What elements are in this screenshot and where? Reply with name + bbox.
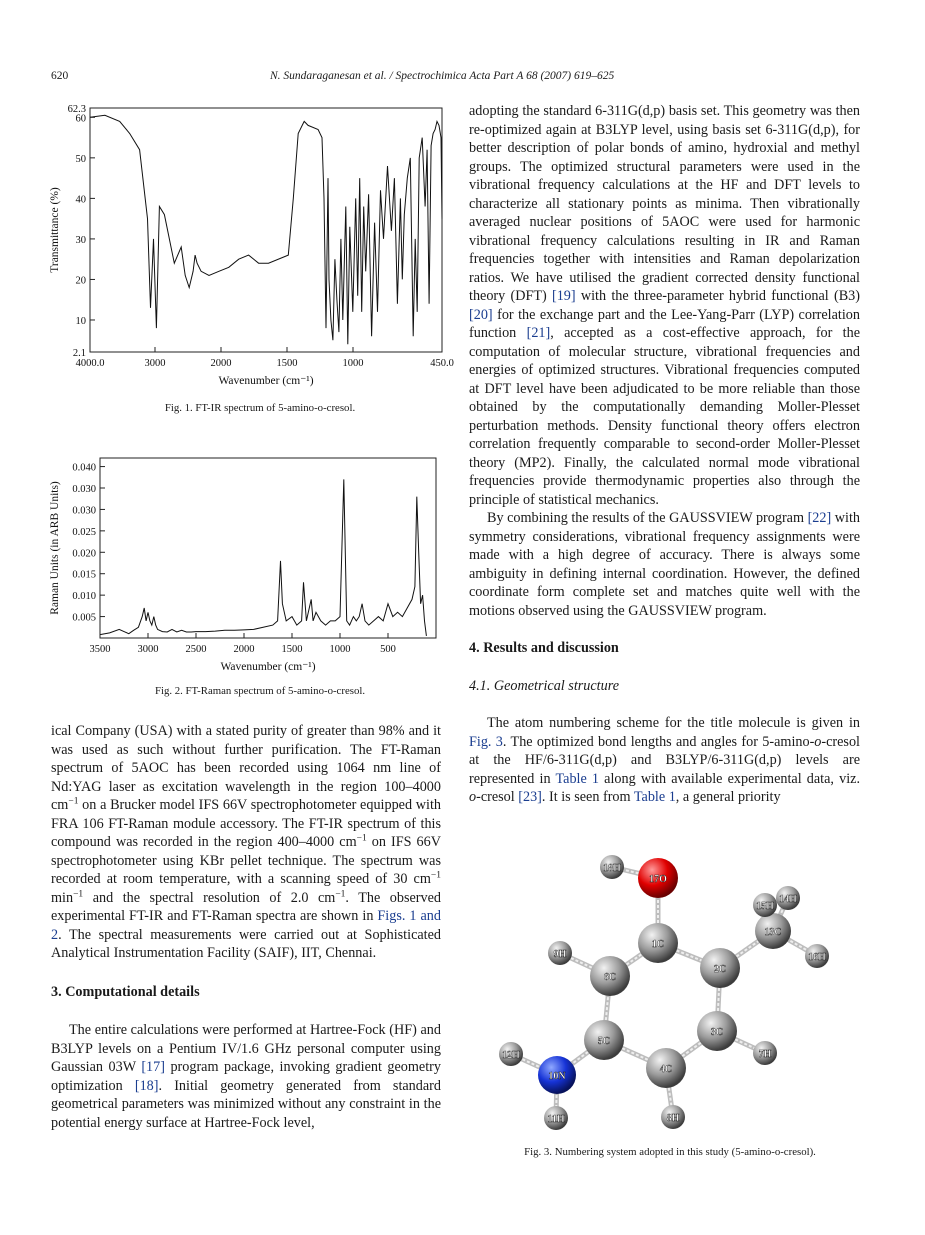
fig2-y-tick-label: 0.010: [72, 591, 96, 603]
fig2-y-tick-label: 0.020: [72, 548, 96, 560]
reference-link[interactable]: Fig. 3: [469, 733, 503, 750]
fig1-y-tick-label: 60: [75, 113, 86, 125]
text-run: . The optimized bond lengths and angles for 5-amino-: [502, 733, 815, 750]
fig2-caption: Fig. 2. FT-Raman spectrum of 5-amino-o-cresol.: [154, 685, 366, 697]
text-run: -cresol at the HF/6-311G(d,p) and B3LYP/6-311G(d,p) levels are represented in: [469, 733, 860, 787]
text-run: with the three-parameter hybrid functional (B3): [575, 288, 860, 304]
fig1-x-tick-label: 2000: [210, 358, 232, 369]
fig1-y-tick-label: 50: [75, 153, 86, 165]
fig2-y-tick-label: 0.030: [72, 505, 96, 517]
atom-label: 18H: [603, 863, 621, 874]
text-run: on IFS 66V spectrophotometer using KBr pellet technique. The spectrum was recorded at room temperature, with a scanning speed of 30 cm: [51, 834, 441, 887]
text-run: on a Brucker model IFS 66V spectrophotometer equipped with FRA 106 FT-Raman module accessory. The FT-IR spectrum of this compound was recorded in the region 400–4000 cm: [51, 797, 441, 850]
text-run: -cresol: [476, 789, 519, 805]
fig2-y-tick-label: 0.040: [72, 462, 96, 474]
fig2-y-tick-label: 0.015: [72, 569, 96, 581]
atom-label: 9H: [553, 949, 567, 960]
text-run: −1: [356, 833, 367, 844]
atom-label: 6C: [603, 972, 617, 983]
text-run: . Initial geometry generated from standard geometrical parameters was minimized without any constraint in the potential energy surface at Hartree-Fock level,: [51, 1077, 441, 1131]
text-run: min: [51, 889, 74, 906]
text-run: with symmetry considerations, vibrational frequency assignments were made with a high degree of accuracy. There is always some ambiguity in defining internal coordination. However, the defined coordinate form complete set and matches quite well with the motions observed using the GAUSSVIEW program.: [469, 510, 860, 619]
text-run: along with available experimental data, viz.: [599, 770, 860, 787]
atom-label: 16H: [808, 952, 826, 963]
atom-label: 3C: [710, 1027, 724, 1038]
fig3-molecule: [480, 845, 860, 1135]
text-run: and the spectral resolution of 2.0 cm: [83, 889, 336, 906]
reference-link[interactable]: [22]: [807, 510, 832, 526]
reference-link[interactable]: [17]: [141, 1059, 165, 1075]
fig1-x-axis-label: Wavenumber (cm⁻¹): [218, 375, 314, 387]
atom-label: 8H: [666, 1113, 680, 1124]
atom-label: 13C: [764, 927, 782, 938]
fig2-y-tick-label: 0.005: [72, 612, 96, 624]
text-run: By combining the results of the GAUSSVIEW program: [487, 510, 808, 526]
text-run: program package, invoking gradient geometry optimization: [51, 1059, 441, 1094]
atom-label: 2C: [713, 964, 727, 975]
atom-label: 12H: [502, 1050, 520, 1061]
text-run: , a general priority: [675, 789, 781, 805]
text-run: o: [814, 733, 822, 750]
atom-label: 7H: [758, 1049, 772, 1060]
fig1-y-tick-label: 2.1: [72, 348, 86, 359]
fig2-x-tick-label: 500: [380, 644, 396, 655]
text-run: . The spectral measurements were carried out at Sophisticated Analytical Instrumentation Facility (SAIF), IIT, Chennai.: [51, 926, 441, 961]
atom-label: 4C: [659, 1064, 673, 1075]
fig2-x-tick-label: 2500: [185, 644, 207, 655]
text-run: The entire calculations were performed at Hartree-Fock (HF) and B3LYP levels on a Pentium IV/1.6 GHz personal computer using Gaussian 03W: [51, 1022, 441, 1075]
fig1-x-tick-label: 1500: [276, 358, 298, 369]
fig3-caption: Fig. 3. Numbering system adopted in this study (5-amino-o-cresol).: [524, 1146, 816, 1158]
text-run: , accepted as a cost-effective approach, for the computation of molecular structure, vibrational frequencies and energies of optimized structures. Vibrational frequencies computed at DFT level have been adjudicated to be more reliable than those obtained by the computationally demanding Moller-Plesset perturbation methods. Density functional theory offers electron correlation frequently comparable to second-order Moller-Plesset theory (MP2). Finally, the calculated normal mode vibrational frequencies provide thermodynamic properties also through the principle of statistical mechanics.: [469, 325, 860, 508]
materials-paragraph: [51, 722, 441, 963]
fig1-y-tick-label: 30: [75, 234, 86, 246]
atom-label: 10N: [548, 1071, 566, 1082]
fig2-y-tick-label: 0.030: [72, 484, 96, 495]
text-run: o: [469, 789, 477, 805]
fig1-y-tick-label: 20: [75, 275, 86, 287]
reference-link[interactable]: [21]: [526, 325, 551, 341]
atom-label: 11H: [547, 1114, 565, 1125]
fig1-x-tick-label: 1000: [342, 358, 364, 369]
atom-label: 14H: [779, 894, 797, 905]
text-run: adopting the standard 6-311G(d,p) basis set. This geometry was then re-optimized again at B3LYP level, using basis set 6-311G(d,p), for better description of polar bonds of amino, hydroxial and methyl groups. The optimized structural parameters were used in the vibrational frequency calculations at the HF and DFT levels to characterize all stationary points as minima. Then vibrationally averaged nuclear positions of 5AOC were used for harmonic vibrational frequency calculations resulting in IR and Raman frequencies together with intensities and Raman depolarization ratios. We have utilised the gradient corrected density functional theory (DFT): [469, 103, 860, 304]
subsection-4-1-heading: 4.1. Geometrical structure: [469, 677, 619, 694]
fig1-x-tick-label: 4000.0: [75, 358, 105, 369]
fig2-x-tick-label: 1500: [281, 644, 303, 655]
right-column: [469, 102, 860, 807]
fig1-x-tick-label: 450.0: [430, 358, 454, 369]
fig2-x-axis-label: Wavenumber (cm⁻¹): [220, 661, 316, 673]
gaussview-paragraph: [469, 509, 860, 620]
text-run: The atom numbering scheme for the title molecule is given in: [487, 715, 860, 731]
fig2-y-axis-label: Raman Units (in ARB Units): [49, 481, 61, 615]
page-number: 620: [51, 70, 69, 82]
fig1-y-tick-label: 62.3: [67, 104, 86, 115]
computational-paragraph: [51, 1021, 441, 1132]
text-run: for the exchange part and the Lee-Yang-Parr (LYP) correlation function: [469, 306, 860, 341]
atom-label: 17O: [649, 874, 667, 885]
fig1-spectrum-line: [90, 115, 442, 344]
atom-label: 5C: [597, 1036, 611, 1047]
text-run: −1: [335, 888, 346, 899]
text-run: . It is seen from: [541, 789, 634, 805]
section-4-heading: 4. Results and discussion: [469, 640, 619, 656]
text-run: −1: [68, 796, 79, 807]
atom-label: 1C: [651, 939, 665, 950]
geometry-paragraph: [469, 714, 860, 807]
fig1-ftir-chart: [40, 100, 454, 390]
fig1-y-tick-label: 40: [75, 194, 86, 206]
reference-link[interactable]: Table 1: [555, 770, 600, 787]
left-column: [51, 722, 441, 1132]
fig1-plot: [49, 104, 454, 387]
reference-link[interactable]: [23]: [518, 789, 542, 805]
fig2-raman-chart: [40, 450, 450, 680]
fig2-spectrum-line: [100, 479, 426, 636]
reference-link[interactable]: [19]: [551, 288, 576, 304]
text-run: −1: [73, 888, 84, 899]
reference-link[interactable]: [18]: [134, 1077, 159, 1094]
text-run: −1: [430, 870, 441, 881]
reference-link[interactable]: [20]: [469, 306, 493, 323]
running-title: N. Sundaraganesan et al. / Spectrochimica Acta Part A 68 (2007) 619–625: [270, 70, 615, 82]
text-run: ical Company (USA) with a stated purity of greater than 98% and it was used as such without further purification. The FT-Raman spectrum of 5AOC has been recorded using 1064 nm line of Nd:YAG laser as excitation wavelength in the region 100–4000 cm: [51, 723, 441, 813]
fig1-y-tick-label: 10: [75, 315, 86, 327]
text-run: . The observed experimental FT-IR and FT-Raman spectra are shown in: [51, 889, 442, 924]
fig1-caption: Fig. 1. FT-IR spectrum of 5-amino-o-cresol.: [164, 402, 356, 414]
fig1-frame: [90, 108, 442, 352]
fig1-x-tick-label: 3000: [144, 358, 166, 369]
fig2-x-tick-label: 2000: [233, 644, 255, 655]
fig1-y-axis-label: Transmittance (%): [49, 187, 61, 273]
fig2-x-tick-label: 1000: [329, 644, 351, 655]
fig2-x-tick-label: 3500: [89, 644, 111, 655]
atom-label: 15H: [756, 901, 774, 912]
reference-link[interactable]: Table 1: [633, 789, 676, 805]
fig2-y-tick-label: 0.025: [72, 526, 96, 538]
section-3-heading: 3. Computational details: [51, 983, 200, 1000]
fig2-plot: [49, 458, 436, 673]
atoms: [499, 855, 829, 1130]
reference-link[interactable]: Figs. 1 and 2: [51, 908, 441, 943]
fig2-x-tick-label: 3000: [137, 644, 159, 655]
method-paragraph: [469, 102, 860, 509]
